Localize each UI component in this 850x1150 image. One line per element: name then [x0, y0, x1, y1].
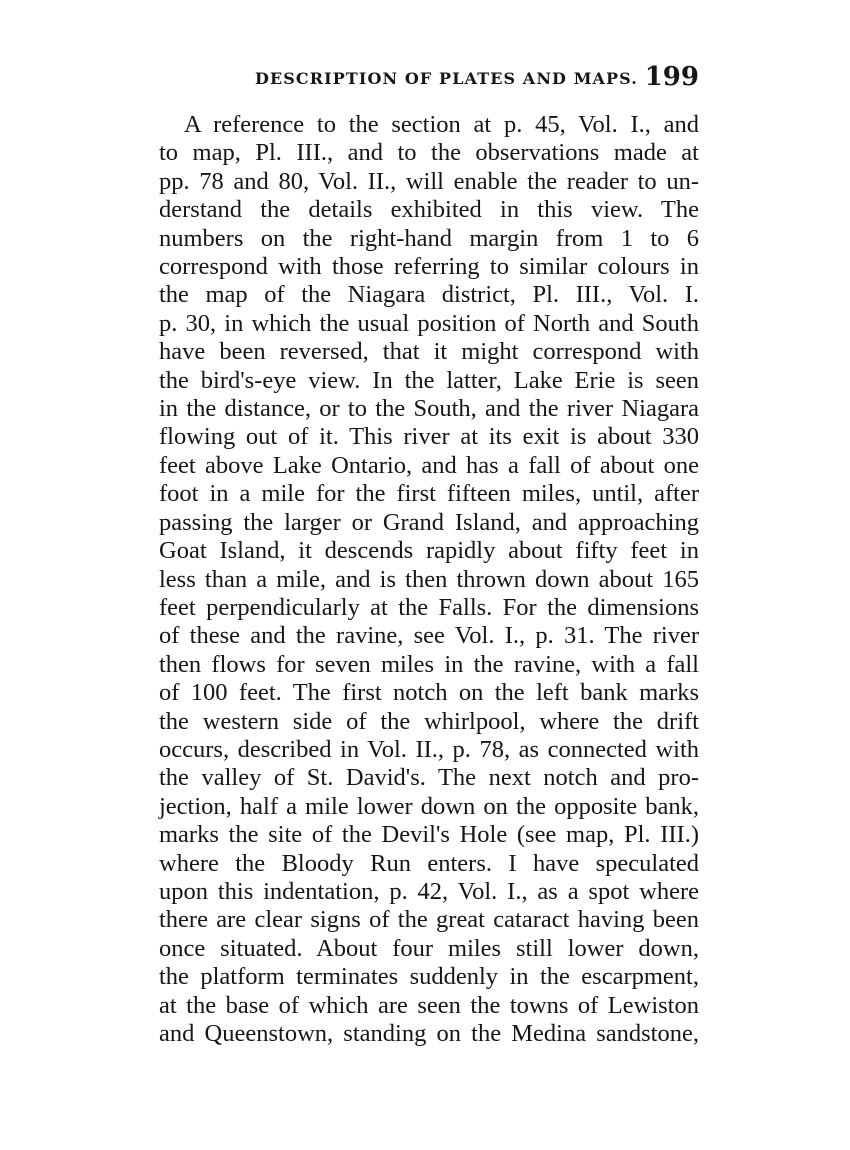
page-number: 199 [644, 62, 699, 92]
text-line: feet perpendicularly at the Falls. For the dimensions [159, 593, 699, 621]
text-line: derstand the details exhibited in this view. The [159, 196, 699, 224]
text-line: the bird's-eye view. In the latter, Lake Erie is seen [159, 366, 699, 394]
body-paragraph [159, 111, 699, 1048]
page-header [160, 62, 703, 96]
text-line: numbers on the right-hand margin from 1 to 6 [159, 224, 699, 252]
text-line: there are clear signs of the great cataract having been [159, 906, 699, 934]
text-line: have been reversed, that it might correspond with [159, 338, 699, 366]
text-line: then flows for seven miles in the ravine, with a fall [159, 650, 699, 678]
text-line: at the base of which are seen the towns of Lewiston [159, 991, 699, 1019]
text-line: of 100 feet. The first notch on the left bank marks [159, 679, 699, 707]
text-line: less than a mile, and is then thrown down about 165 [159, 565, 699, 593]
text-line: of these and the ravine, see Vol. I., p. 31. The river [159, 622, 699, 650]
text-line: jection, half a mile lower down on the opposite bank, [159, 792, 699, 820]
text-line: flowing out of it. This river at its exit is about 330 [159, 423, 699, 451]
text-line: marks the site of the Devil's Hole (see map, Pl. III.) [159, 821, 699, 849]
text-line: correspond with those referring to similar colours in [159, 253, 699, 281]
text-line: the map of the Niagara district, Pl. III., Vol. I. [159, 281, 699, 309]
text-line: p. 30, in which the usual position of North and South [159, 309, 699, 337]
text-line: to map, Pl. III., and to the observations made at [159, 139, 699, 167]
text-line: the valley of St. David's. The next notch and pro- [159, 764, 699, 792]
text-line: where the Bloody Run enters. I have speculated [159, 849, 699, 877]
text-line: the western side of the whirlpool, where the drift [159, 707, 699, 735]
text-line: the platform terminates suddenly in the escarpment, [159, 963, 699, 991]
text-line: pp. 78 and 80, Vol. II., will enable the reader to un- [159, 167, 699, 195]
text-line: and Queenstown, standing on the Medina sandstone, [159, 1020, 699, 1047]
running-head: DESCRIPTION OF PLATES AND MAPS. [255, 69, 638, 88]
text-line: A reference to the section at p. 45, Vol. I., and [184, 111, 699, 138]
text-line: foot in a mile for the first fifteen miles, until, after [159, 480, 699, 508]
text-line: passing the larger or Grand Island, and approaching [159, 508, 699, 536]
text-line: feet above Lake Ontario, and has a fall of about one [159, 451, 699, 479]
text-line: Goat Island, it descends rapidly about fifty feet in [159, 537, 699, 565]
text-line: upon this indentation, p. 42, Vol. I., as a spot where [159, 877, 699, 905]
text-line: in the distance, or to the South, and the river Niagara [159, 395, 699, 423]
text-line: occurs, described in Vol. II., p. 78, as connected with [159, 735, 699, 763]
text-line: once situated. About four miles still lower down, [159, 934, 699, 962]
